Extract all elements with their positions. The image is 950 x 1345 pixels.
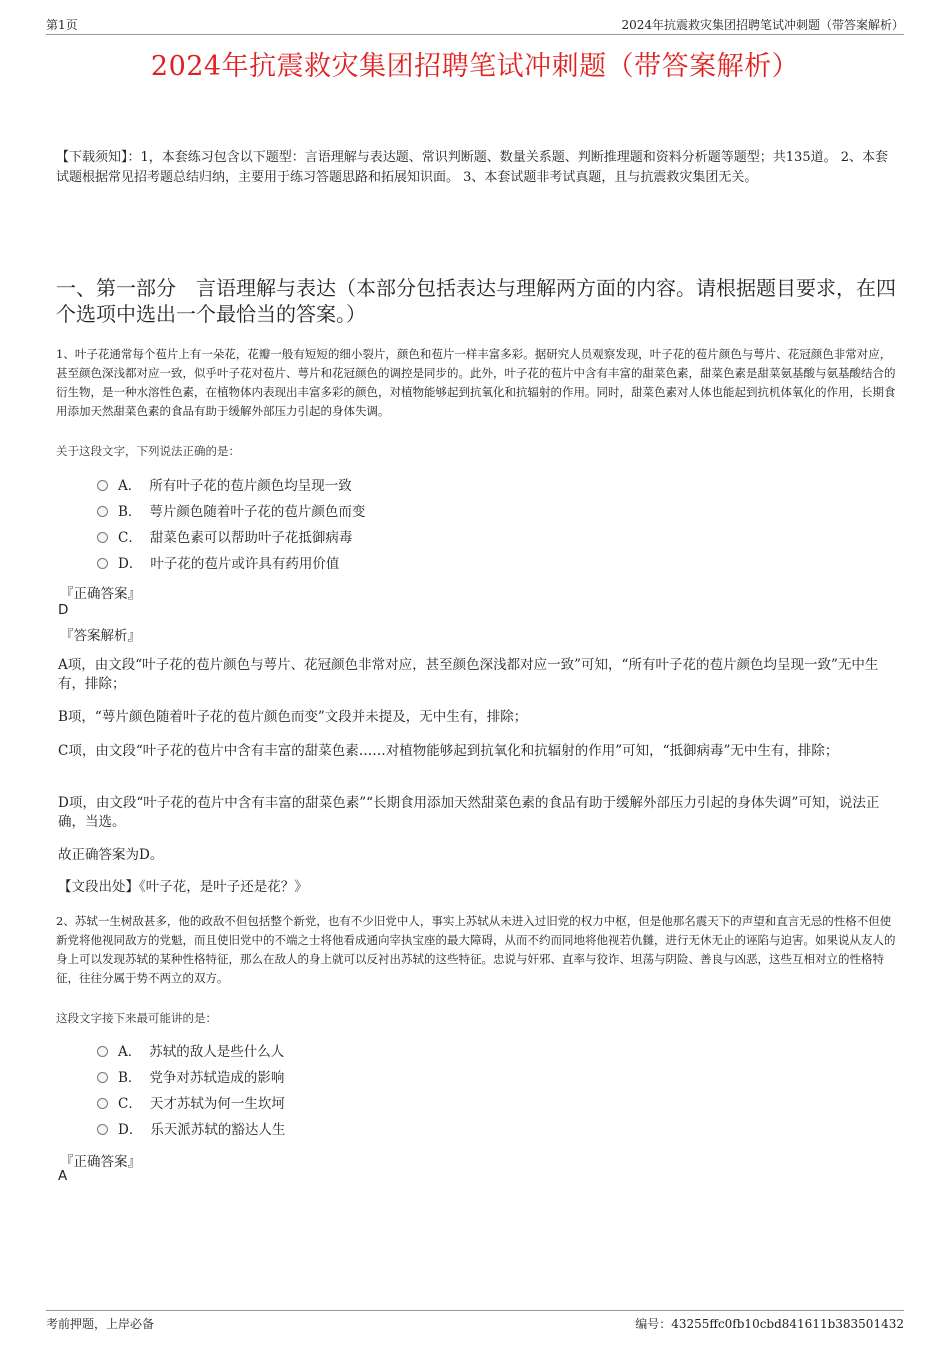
header-doc-title: 2024年抗震救灾集团招聘笔试冲刺题（带答案解析） (621, 18, 904, 32)
radio-icon[interactable] (97, 1046, 108, 1057)
q1-source: 【文段出处】《叶子花，是叶子还是花？》 (58, 879, 308, 895)
question-2-prompt: 这段文字接下来最可能讲的是： (56, 1011, 217, 1025)
footer-serial: 编号：43255ffc0fb10cbd841611b383501432 (635, 1317, 904, 1331)
radio-icon[interactable] (97, 1098, 108, 1109)
question-1-prompt: 关于这段文字，下列说法正确的是： (56, 444, 240, 458)
download-notice: 【下载须知】：1，本套练习包含以下题型：言语理解与表达题、常识判断题、数量关系题、判断推理题和资料分析题等题型；共135道。 2、本套试题根据常见招考题总结归纳，主要用于练习答题思路和拓展知识面。 3、本套试题非考试真题，且与抗震救灾集团无关。 (56, 150, 888, 185)
q1-analysis-d: D项，由文段“叶子花的苞片中含有丰富的甜菜色素”“长期食用添加天然甜菜色素的食品有助于缓解外部压力引起的身体失调”可知，说法正确，当选。 (58, 795, 880, 830)
q1-analysis-label: 『答案解析』 (60, 628, 141, 644)
question-1-text: 1、叶子花通常每个苞片上有一朵花，花瓣一般有短短的细小裂片，颜色和苞片一样丰富多彩。据研究人员观察发现，叶子花的苞片颜色与萼片、花冠颜色非常对应，甚至颜色深浅都对应一致，似乎叶子花对苞片、萼片和花冠颜色的调控是同步的。此外，叶子花的苞片中含有丰富的甜菜色素，甜菜色素是甜菜氨基酸与氨基酸结合的衍生物，是一种水溶性色素，在植物体内表现出丰富多彩的颜色，对植物能够起到抗氧化和抗辐射的作用。同时，甜菜色素对人体也能起到抗机体氧化的作用，长期食用添加天然甜菜色素的食品有助于缓解外部压力引起的身体失调。 (56, 347, 896, 418)
document-title: 2024年抗震救灾集团招聘笔试冲刺题（带答案解析） (150, 51, 800, 82)
radio-icon[interactable] (97, 1124, 108, 1135)
q1-option-b[interactable]: B． 萼片颜色随着叶子花的苞片颜色而变 (97, 502, 365, 522)
q1-answer: D (58, 602, 69, 618)
q1-option-d[interactable]: D． 叶子花的苞片或许具有药用价值 (97, 554, 339, 574)
radio-icon[interactable] (97, 532, 108, 543)
radio-icon[interactable] (97, 480, 108, 491)
page-header (46, 14, 904, 35)
q1-analysis-a: A项，由文段“叶子花的苞片颜色与萼片、花冠颜色非常对应，甚至颜色深浅都对应一致”可知，“所有叶子花的苞片颜色均呈现一致”无中生有，排除； (58, 657, 879, 692)
section-title: 一、第一部分 言语理解与表达（本部分包括表达与理解两方面的内容。请根据题目要求，在四个选项中选出一个最恰当的答案。） (56, 276, 896, 326)
page-footer (46, 1310, 904, 1331)
q1-analysis-b: B项，“萼片颜色随着叶子花的苞片颜色而变”文段并未提及，无中生有，排除； (58, 709, 528, 725)
footer-slogan: 考前押题，上岸必备 (46, 1317, 155, 1331)
q2-option-d[interactable]: D． 乐天派苏轼的豁达人生 (97, 1120, 285, 1140)
q1-option-c[interactable]: C． 甜菜色素可以帮助叶子花抵御病毒 (97, 528, 352, 548)
q1-answer-label: 『正确答案』 (60, 586, 141, 602)
q2-answer-label: 『正确答案』 (60, 1154, 141, 1170)
radio-icon[interactable] (97, 506, 108, 517)
radio-icon[interactable] (97, 558, 108, 569)
q2-option-b[interactable]: B． 党争对苏轼造成的影响 (97, 1068, 284, 1088)
q2-option-a[interactable]: A． 苏轼的敌人是些什么人 (97, 1042, 284, 1062)
question-2-text: 2、苏轼一生树敌甚多，他的政敌不但包括整个新党，也有不少旧党中人，事实上苏轼从未进入过旧党的权力中枢，但是他那名震天下的声望和直言无忌的性格不但使新党将他视同敌方的党魁，而且使旧党中的不端之士将他看成通向宰执宝座的最大障碍，从而不约而同地将他视若仇雠，进行无休无止的诬陷与迫害。如果说从友人的身上可以发现苏轼的某种性格特征，那么在敌人的身上就可以反衬出苏轼的这些特征。忠说与奸邪、直率与狡诈、坦荡与阴险、善良与凶恶，这些互相对立的性格特征，往往分属于势不两立的双方。 (56, 914, 896, 985)
q1-conclusion: 故正确答案为D。 (58, 847, 164, 863)
radio-icon[interactable] (97, 1072, 108, 1083)
q1-analysis-c: C项，由文段“叶子花的苞片中含有丰富的甜菜色素……对植物能够起到抗氧化和抗辐射的作用”可知，“抵御病毒”无中生有，排除； (58, 743, 839, 759)
q2-answer: A (58, 1168, 68, 1184)
page-number: 第1页 (46, 18, 78, 32)
q1-option-a[interactable]: A． 所有叶子花的苞片颜色均呈现一致 (97, 476, 352, 496)
q2-option-c[interactable]: C． 天才苏轼为何一生坎坷 (97, 1094, 285, 1114)
